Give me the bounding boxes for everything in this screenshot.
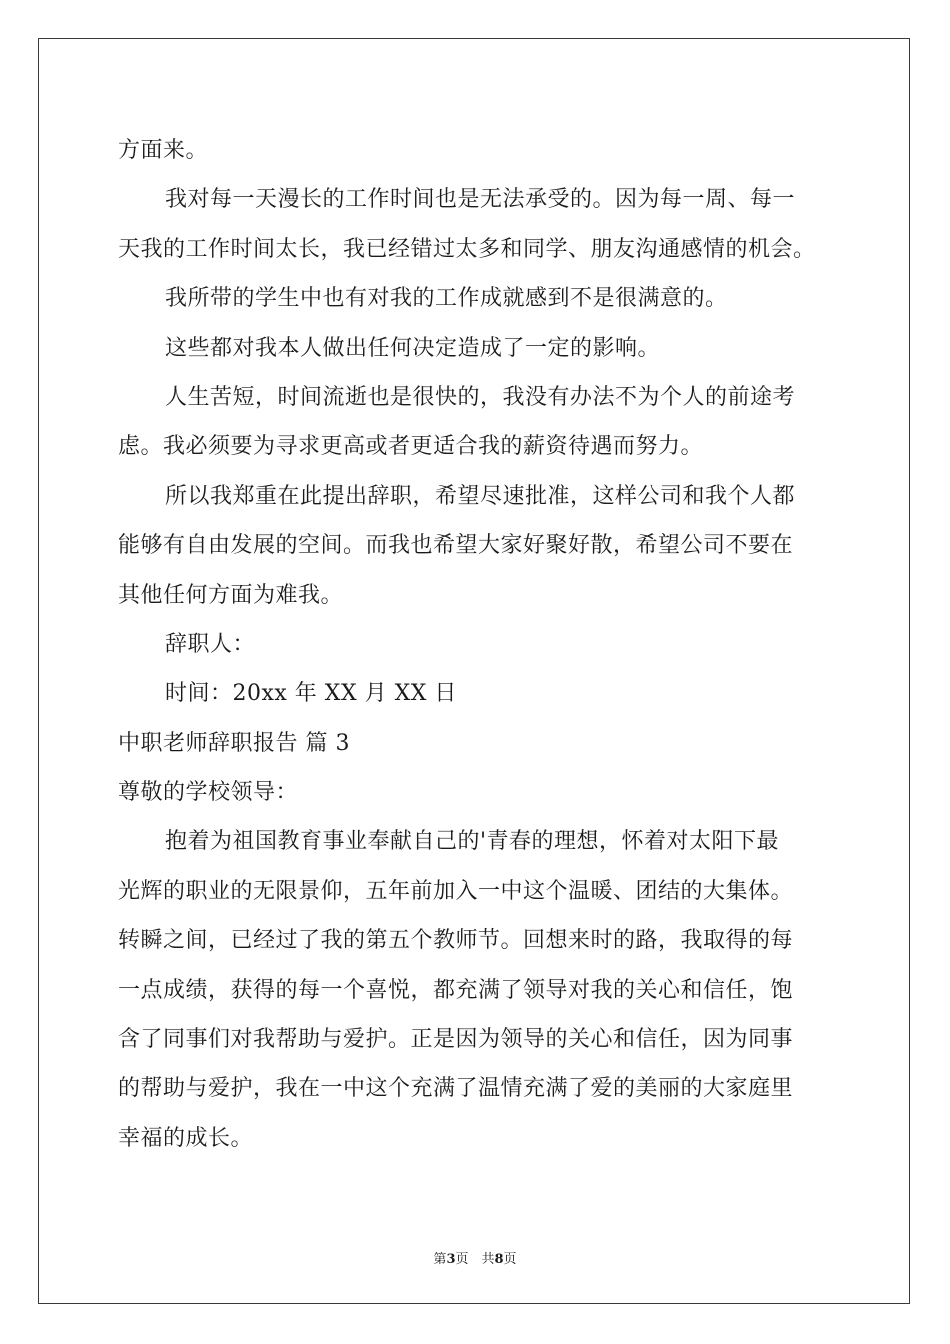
- text-line-6: 人生苦短，时间流逝也是很快的，我没有办法不为个人的前途考: [165, 384, 796, 410]
- text-line-10: 其他任何方面为难我。: [118, 582, 344, 608]
- text-line-5: 这些都对我本人做出任何决定造成了一定的影响。: [165, 335, 661, 361]
- page-prefix: 第: [433, 1252, 447, 1267]
- page-suffix: 页: [503, 1252, 517, 1267]
- text-line-9: 能够有自由发展的空间。而我也希望大家好聚好散，希望公司不要在: [118, 533, 794, 559]
- text-line-2: 我对每一天漫长的工作时间也是无法承受的。因为每一周、每一: [165, 187, 796, 213]
- text-line-7: 虑。我必须要为寻求更高或者更适合我的薪资待遇而努力。: [118, 434, 704, 460]
- date-line: 时间：20xx 年 XX 月 XX 日: [165, 681, 457, 707]
- page-footer: [0, 1248, 950, 1267]
- text-line-1: 方面来。: [118, 138, 209, 163]
- text-line-21: 幸福的成长。: [118, 1125, 254, 1151]
- current-page-number: 3: [446, 1252, 456, 1267]
- text-line-16: 光辉的职业的无限景仰，五年前加入一中这个温暖、团结的大集体。: [118, 878, 794, 904]
- text-line-15: 抱着为祖国教育事业奉献自己的'青春的理想，怀着对太阳下最: [165, 829, 780, 855]
- signature-label: 辞职人：: [165, 631, 256, 657]
- salutation: 尊敬的学校领导：: [118, 780, 299, 806]
- text-line-3: 天我的工作时间太长，我已经错过太多和同学、朋友沟通感情的机会。: [118, 236, 816, 262]
- text-line-20: 的帮助与爱护，我在一中这个充满了温情充满了爱的美丽的大家庭里: [118, 1076, 794, 1102]
- page-separator: 页 共: [455, 1252, 495, 1267]
- text-line-8: 所以我郑重在此提出辞职，希望尽速批准，这样公司和我个人都: [165, 483, 796, 509]
- text-line-18: 一点成绩，获得的每一个喜悦，都充满了领导对我的关心和信任，饱: [118, 977, 794, 1003]
- document-body: [118, 126, 838, 1163]
- section-heading: 中职老师辞职报告 篇 3: [118, 730, 350, 756]
- text-line-17: 转瞬之间，已经过了我的第五个教师节。回想来时的路，我取得的每: [118, 928, 794, 954]
- text-line-4: 我所带的学生中也有对我的工作成就感到不是很满意的。: [165, 286, 728, 312]
- text-line-19: 含了同事们对我帮助与爱护。正是因为领导的关心和信任，因为同事: [118, 1027, 794, 1053]
- total-page-number: 8: [494, 1252, 504, 1267]
